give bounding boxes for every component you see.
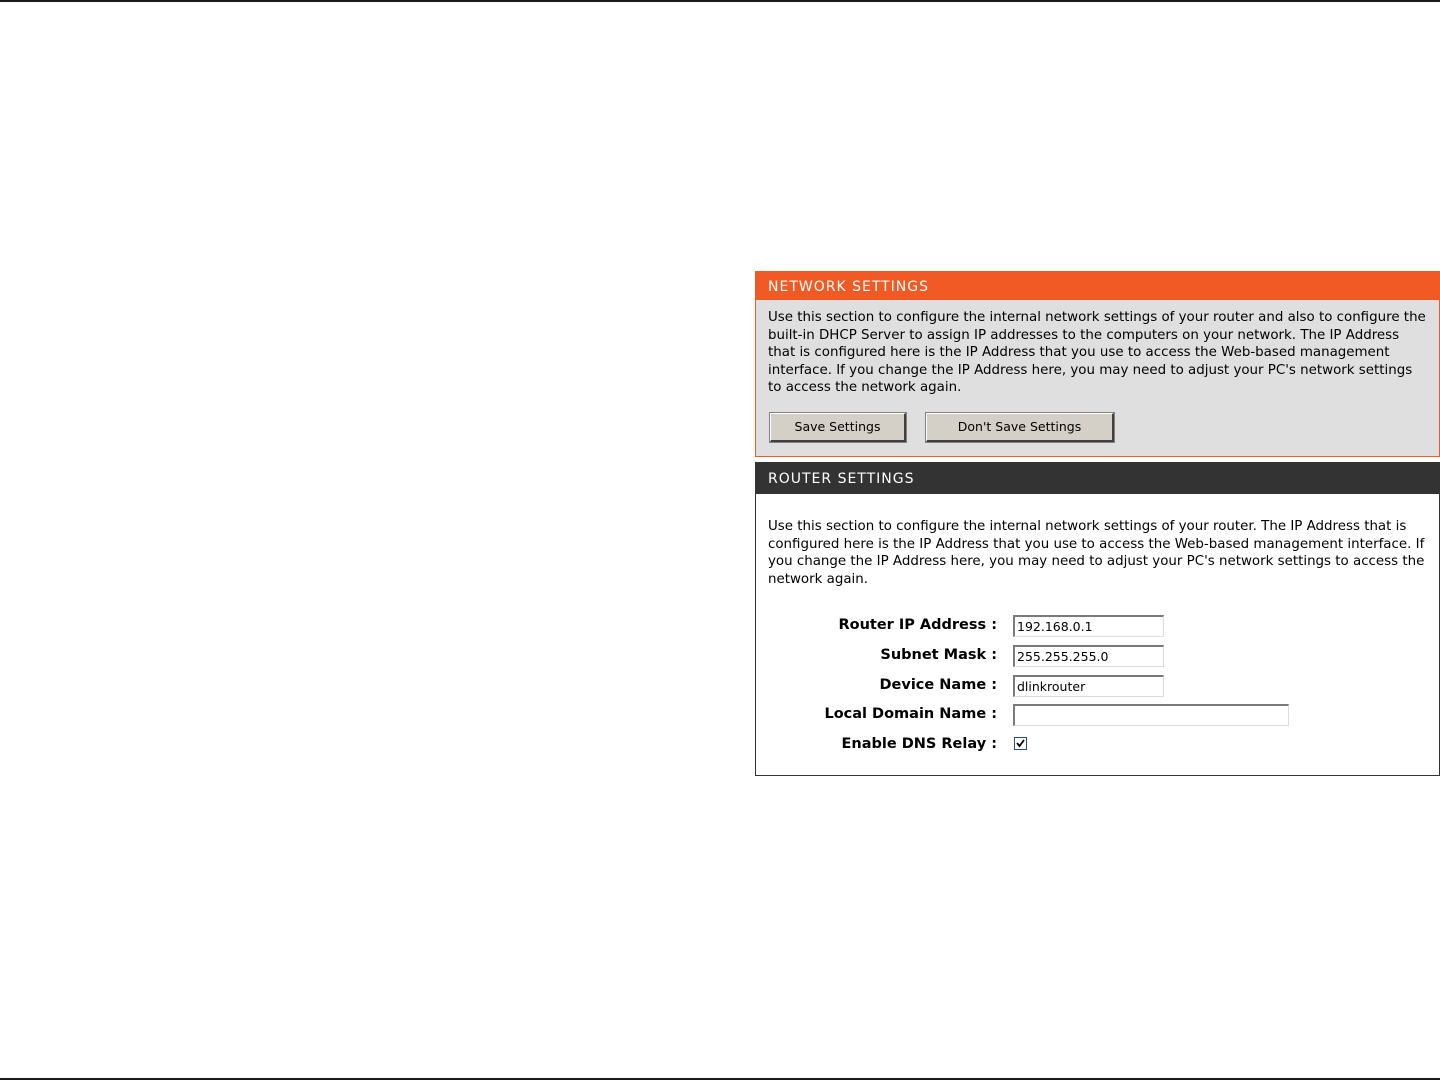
- router-ip-input[interactable]: [1013, 615, 1164, 637]
- network-settings-description: Use this section to configure the internal network settings of your router and also to configure the built-in DHCP Server to assign IP addresses to the computers on your network. The IP Address that is configured here is the IP Address that you use to access the Web-based management interface. If you change the IP Address here, you may need to adjust your PC's network settings to access the network again.: [768, 310, 1426, 395]
- network-settings-panel: [755, 271, 1440, 457]
- top-rule: [0, 0, 1440, 2]
- device-name-label: Device Name :: [879, 677, 997, 693]
- dont-save-settings-button[interactable]: Don't Save Settings: [926, 413, 1114, 442]
- checkmark-icon: [1015, 738, 1026, 749]
- device-name-row: [756, 675, 1439, 699]
- subnet-mask-label: Subnet Mask :: [880, 647, 997, 663]
- router-ip-row: [756, 615, 1439, 639]
- subnet-mask-row: [756, 645, 1439, 669]
- subnet-mask-input[interactable]: [1013, 645, 1164, 667]
- router-settings-description: Use this section to configure the internal network settings of your router. The IP Address that is configured here is the IP Address that you use to access the Web-based management interface. If you change the IP Address here, you may need to adjust your PC's network settings to access the network again.: [768, 519, 1425, 587]
- dns-relay-label: Enable DNS Relay :: [841, 736, 997, 752]
- device-name-input[interactable]: [1013, 675, 1164, 697]
- dns-relay-checkbox[interactable]: [1014, 737, 1027, 750]
- dns-relay-row: [756, 734, 1439, 758]
- router-ip-label: Router IP Address :: [838, 617, 997, 633]
- local-domain-label: Local Domain Name :: [824, 706, 997, 722]
- bottom-rule: [0, 1078, 1440, 1080]
- save-settings-button[interactable]: Save Settings: [770, 413, 906, 442]
- local-domain-input[interactable]: [1013, 704, 1289, 726]
- router-settings-title: ROUTER SETTINGS: [756, 463, 1439, 494]
- local-domain-row: [756, 704, 1439, 728]
- network-settings-title: NETWORK SETTINGS: [756, 272, 1439, 300]
- router-settings-panel: [755, 462, 1440, 776]
